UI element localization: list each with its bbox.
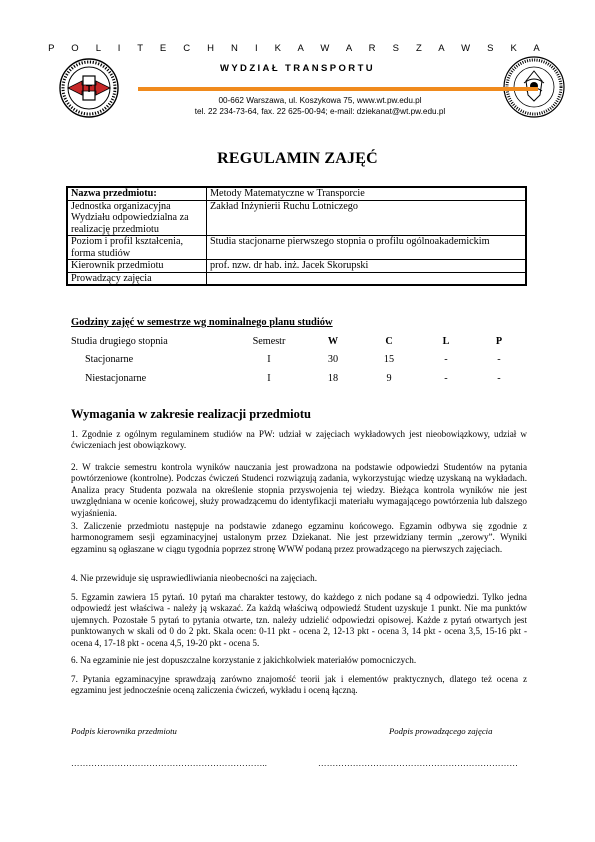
table-row xyxy=(67,260,526,273)
lecturer-signature-label: Podpis prowadzącego zajęcia xyxy=(389,726,493,736)
hours-header-w: W xyxy=(327,336,339,347)
hours-row-p: - xyxy=(497,354,501,365)
unit-value: Zakład Inżynierii Ruchu Lotniczego xyxy=(207,200,527,236)
hours-header-p: P xyxy=(495,336,503,347)
hours-header-l: L xyxy=(442,336,450,347)
faculty-emblem-icon xyxy=(58,57,120,119)
hours-header-row xyxy=(0,336,595,350)
hours-row xyxy=(0,373,595,387)
hours-section-title: Godziny zajęć w semestrze wg nominalnego planu studiów xyxy=(71,317,333,328)
course-info-table xyxy=(66,186,527,286)
requirement-item-4: 4. Nie przewiduje się usprawiedliwiania nieobecności na zajęciach. xyxy=(71,573,318,583)
university-name: P O L I T E C H N I K A W A R S Z A W S K A xyxy=(48,43,547,54)
lecturer-signature-line: …………………………………………………………… xyxy=(318,758,519,768)
faculty-name: WYDZIAŁ TRANSPORTU xyxy=(219,63,376,74)
contact-line: tel. 22 234-73-64, fax. 22 625-00-94; e-mail: dziekanat@wt.pw.edu.pl xyxy=(194,107,446,116)
requirements-title: Wymagania w zakresie realizacji przedmiotu xyxy=(71,407,312,421)
hours-header-c: C xyxy=(385,336,393,347)
hours-row-w: 30 xyxy=(327,354,339,365)
table-row xyxy=(67,236,526,260)
hours-row-c: 15 xyxy=(383,354,395,365)
hours-row-c: 9 xyxy=(386,373,392,384)
head-value: prof. nzw. dr hab. inż. Jacek Skorupski xyxy=(207,260,527,273)
course-name-value: Metody Matematyczne w Transporcie xyxy=(207,187,527,200)
table-row xyxy=(67,272,526,285)
level-value: Studia stacjonarne pierwszego stopnia o profilu ogólnoakademickim xyxy=(207,236,527,260)
head-signature-label: Podpis kierownika przedmiotu xyxy=(71,726,177,736)
requirement-item-5: 5. Egzamin zawiera 15 pytań. 10 pytań ma charakter testowy, do każdego z nich podane są 4 odpowiedzi. Tylko jedna odpowiedź jest właściwa - należy ją wskazać. Za każdą właściwą odpowiedź Student uzyskuje 1 punkt. Nie ma punktów ujemnych. Pozostałe 5 pytań to pytania otwarte, tzn. należy udzielić odpowiedzi opisowej. Każde z pytań otwartych jest punktowanych w skali od 0 do 2 pkt. Skala ocen: 0-11 pkt - ocena 2, 12-13 pkt - ocena 3, 14 pkt - ocena 3,5, 15-16 pkt - ocena 4, 17-18 pkt - ocena 4,5, 19-20 pkt - ocena 5. xyxy=(71,592,527,648)
hours-header-name: Studia drugiego stopnia xyxy=(71,336,168,347)
hours-row-semestr: I xyxy=(267,373,271,384)
table-row xyxy=(67,187,526,200)
table-label xyxy=(67,187,207,200)
document-title: REGULAMIN ZAJĘĆ xyxy=(217,150,378,167)
hours-row-semestr: I xyxy=(267,354,271,365)
level-label: Poziom i profil kształcenia, forma studiów xyxy=(67,236,207,260)
table-row xyxy=(67,200,526,236)
head-signature-line: ………………………………………………………….. xyxy=(71,758,268,768)
hours-row-name: Niestacjonarne xyxy=(85,373,147,384)
hours-header-semestr: Semestr xyxy=(252,336,286,347)
svg-text:T: T xyxy=(85,84,93,95)
lecturer-label: Prowadzący zajęcia xyxy=(67,272,207,285)
unit-label: Jednostka organizacyjna Wydziału odpowiedzialna za realizację przedmiotu xyxy=(67,200,207,236)
hours-row-name: Stacjonarne xyxy=(85,354,134,365)
hours-row-l: - xyxy=(444,354,448,365)
hours-row xyxy=(0,354,595,368)
requirement-item-3: 3. Zaliczenie przedmiotu następuje na podstawie zdanego egzaminu końcowego. Egzamin odbywa się zgodnie z harmonogramem sesji egzaminacyjnej ustalonym przez Dziekanat. Nie jest przewidziany termin „zerowy”. Wyniki egzaminu są ogłaszane w ciągu tygodnia poprzez stronę WWW podaną przez prowadzącego na pierwszych zajęciach. xyxy=(71,521,527,554)
lecturer-value xyxy=(207,272,527,285)
header-rule xyxy=(138,87,538,91)
address-line: 00-662 Warszawa, ul. Koszykowa 75, www.wt.pw.edu.pl xyxy=(218,96,422,105)
hours-row-w: 18 xyxy=(327,373,339,384)
requirement-item-6: 6. Na egzaminie nie jest dopuszczalne korzystanie z jakichkolwiek materiałów pomocniczych. xyxy=(71,655,417,665)
hours-row-l: - xyxy=(444,373,448,384)
requirement-item-1: 1. Zgodnie z ogólnym regulaminem studiów na PW: udział w zajęciach wykładowych jest nieobowiązkowy, udział w ćwiczeniach jest obowiązkowy. xyxy=(71,429,527,451)
hours-row-p: - xyxy=(497,373,501,384)
requirement-item-2: 2. W trakcie semestru kontrola wyników nauczania jest prowadzona na podstawie odpowiedzi Studentów na pytania powtórzeniowe (kontrolne). Podczas ćwiczeń Studenci rozwiązują zadania, wykorzystując wiedzę uzyskaną na wykładach. Analiza pracy Studenta pozwala na określenie stopnia przyswojenia tej wiedzy. Bieżąca kontrola wyników nie jest uwzględniana w ocenie końcowej, służy prowadzącemu do identyfikacji materiału wymagającego powtórzenia lub dalszego wyjaśnienia. xyxy=(71,462,527,518)
head-label: Kierownik przedmiotu xyxy=(67,260,207,273)
requirement-item-7: 7. Pytania egzaminacyjne sprawdzają zarówno znajomość teorii jak i elementów praktycznych, dlatego też ocena z egzaminu jest jednocześnie oceną zaliczenia ćwiczeń, wykładu i oceną łączną. xyxy=(71,674,527,696)
course-name-label: Nazwa przedmiotu: xyxy=(71,188,157,199)
